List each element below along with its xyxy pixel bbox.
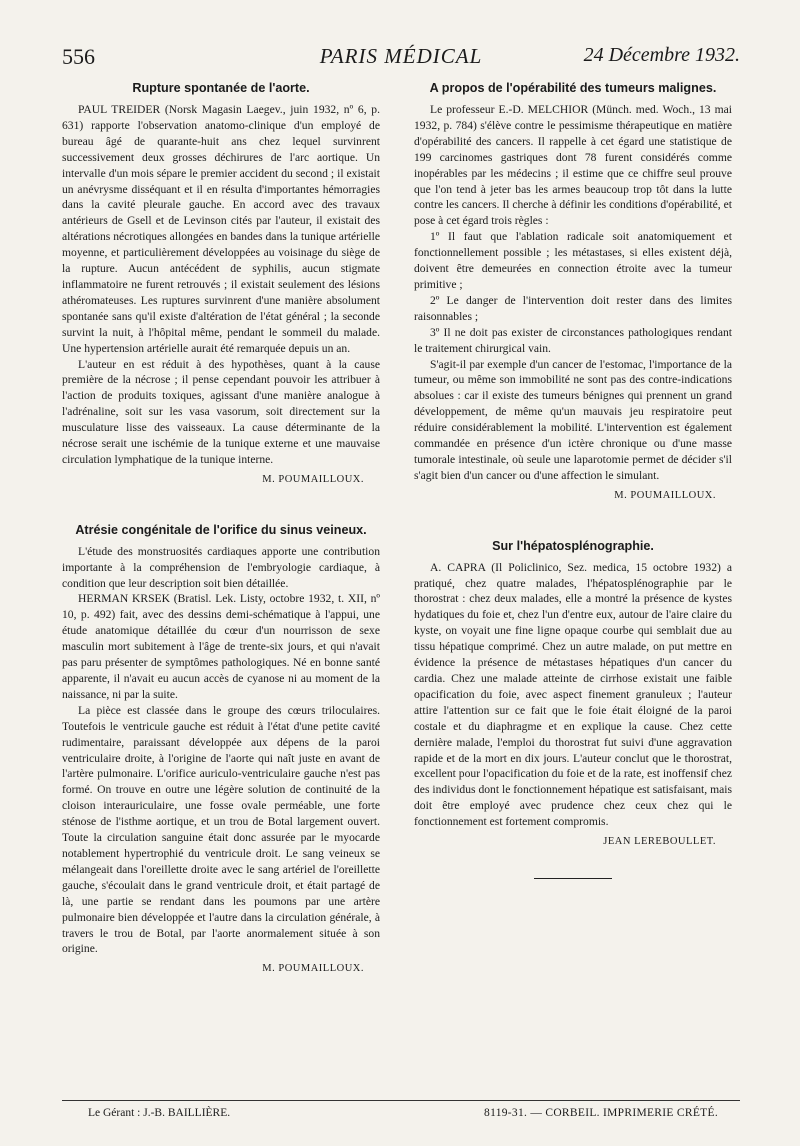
page-footer	[62, 1100, 740, 1119]
article-signature: M. POUMAILLOUX.	[262, 473, 364, 485]
article-paragraph: PAUL TREIDER (Norsk Magasin Laegev., juin 1932, nº 6, p. 631) rapporte l'observation anatomo-clinique d'un employé de bureau âgé de quarante-huit ans chez lequel survinrent successivement deux grosses déchirures de l'arc aortique. Un intervalle d'un mois sépare le premier accident du second ; il existait un anévrysme disséquant et il en résulta d'importantes hémorragies dans la cavité pleurale gauche. En accord avec des travaux antérieurs de Gsell et de Levinson cités par l'auteur, il existait des altérations nécrotiques allongées en bandes dans la tunique artérielle moyenne, et particulièrement développées au voisinage du siège de la rupture. Aucun antécédent de syphilis, aucun stigmate inflammatoire ne furent retrouvés ; il existait seulement des lésions athéromateuses. Les ruptures survinrent d'une manière absolument spontanée sans qu'il existe d'altération de l'état général ; la seconde survint la nuit, à l'hôpital même, pendant le sommeil du malade. Une hypertension artérielle aurait été remarquée depuis un an.	[62, 103, 380, 355]
left-column	[62, 76, 380, 977]
article-atresie	[62, 522, 380, 977]
article-paragraph: L'auteur en est réduit à des hypothèses, quant à la cause première de la nécrose ; il pense cependant pouvoir les attribuer à l'action de produits toxiques, agissant d'une manière analogue à l'adrénaline, soit sur les vasa vasorum, soit directement sur la musculature lisse des vaisseaux. La cause déterminante de la nécrose serait une ischémie de la tunique externe et une mauvaise circulation lymphatique de la tunique interne.	[62, 357, 380, 466]
article-signature: M. POUMAILLOUX.	[614, 489, 716, 501]
article-signature: JEAN LEREBOULLET.	[603, 836, 716, 848]
article-operabilite	[414, 80, 732, 504]
article-paragraph: Le professeur E.-D. MELCHIOR (Münch. med. Woch., 13 mai 1932, p. 784) s'élève contre le pessimisme thérapeutique en matière d'opérabilité des cancers. Il rappelle à cet égard une statistique de 199 carcinomes gastriques dont 78 furent considérés comme inopérables par les médecins ; il estime que ce chiffre seul prouve que l'on tend à jeter bas les armes beaucoup trop tôt dans la lutte contre les cancers. Il cherche à définir les conditions d'opérabilité, et pose à cet égard trois règles :	[414, 103, 732, 228]
article-hepato	[414, 538, 732, 850]
journal-title: PARIS MÉDICAL	[319, 44, 483, 68]
footer-gerant: Le Gérant : J.-B. BAILLIÈRE.	[88, 1107, 231, 1119]
article-title: Sur l'hépatosplénographie.	[492, 538, 654, 553]
rule-item: 2º Le danger de l'intervention doit rester dans des limites raisonnables ;	[414, 293, 732, 323]
article-title: Rupture spontanée de l'aorte.	[132, 81, 310, 95]
section-divider	[534, 878, 612, 879]
page-header	[62, 44, 740, 74]
issue-date: 24 Décembre 1932.	[583, 44, 740, 66]
article-rupture	[62, 80, 380, 488]
article-paragraph: L'étude des monstruosités cardiaques apporte une contribution importante à la compréhension de l'embryologie cardiaque, à condition que leur description soit bien détaillée.	[62, 544, 380, 590]
footer-imprimerie: 8119-31. — CORBEIL. IMPRIMERIE CRÉTÉ.	[484, 1107, 718, 1119]
article-paragraph: S'agit-il par exemple d'un cancer de l'estomac, l'importance de la tumeur, ou même son immobilité ne sont pas des contre-indications absolues : car il existe des tumeurs bénignes qui prennent un grand développement, de même qu'un mauvais jeu respiratoire peut réduire considérablement la mobilité. L'intervention est également commandée en présence d'un ictère chronique ou d'une masse tumorale intestinale, où seule une laparotomie permet de décider s'il s'agit bien d'un cancer ou d'une affection le simulant.	[414, 357, 732, 482]
article-paragraph: La pièce est classée dans le groupe des cœurs triloculaires. Toutefois le ventricule gauche est réduit à l'état d'une petite cavité rudimentaire, paraissant développée aux dépens de la paroi ventriculaire droite, à l'origine de l'aorte qui naît juste en avant de l'artère pulmonaire. L'orifice auriculo-ventriculaire gauche n'est pas formé. On trouve en outre une légère solution de continuité de la cloison interauriculaire, une fosse ovale perméable, une forte sténose de l'isthme aortique, et un trou de Botal largement ouvert. Toute la circulation sanguine était donc assurée par le myocarde notablement hypertrophié du ventricule droit. Le sang veineux se mélangeait dans l'oreillette droite avec le sang artériel de l'oreillette gauche, s'écoulait dans le grand ventricule droit, et était partagé de là, une partie se rendant dans les poumons par une artère pulmonaire bien développée et l'autre dans la circulation générale, à travers le trou de Botal, par l'aorte anormalement située à son origine.	[62, 703, 380, 956]
right-column	[414, 76, 732, 879]
article-title: Atrésie congénitale de l'orifice du sinus veineux.	[75, 522, 367, 537]
article-signature: M. POUMAILLOUX.	[262, 963, 364, 975]
rule-item: 1º Il faut que l'ablation radicale soit anatomiquement et fonctionnellement possible ; les métastases, si elles existent déjà, doivent être demeurées en connection étroite avec la tumeur primitive ;	[414, 230, 732, 291]
article-paragraph: A. CAPRA (Il Policlinico, Sez. medica, 15 octobre 1932) a pratiqué, chez quatre malades, l'hépatosplénographie par le thorostrat : chez deux malades, elle a montré la présence de kystes hydatiques du foie et, chez l'un d'entre eux, autour de l'aire claire du kyste, on voyait une fine ligne opaque courbe qui semblait due au tissu hépatique comprimé. Chez un autre malade, on put mettre en évidence la présence de métastases hépatiques d'un cancer du cardia. Chez une malade atteinte de cirrhose existait une faible opacification du foie, avec aspect finement granuleux ; l'auteur attire l'attention sur ce fait que le foie était éloigné de la paroi costale et du diaphragme et en explique la cause. Chez cette dernière malade, l'emploi du thorostrat fut suivi d'une aggravation rapide et de la mort en dix jours. L'auteur conclut que le thorostrat, excellent pour l'opacification du foie et de la rate, est inoffensif chez des individus dont le fonctionnement hépatique est satisfaisant, mais doit être employé avec prudence chez ceux chez qui le fonctionnement est fortement compromis.	[414, 560, 732, 829]
rule-item: 3º Il ne doit pas exister de circonstances pathologiques rendant le traitement chirurgical vain.	[414, 325, 732, 355]
article-paragraph: HERMAN KRSEK (Bratisl. Lek. Listy, octobre 1932, t. XII, nº 10, p. 492) fait, avec des dessins demi-schématique à l'appui, une étude anatomique détaillée du cœur d'un nourrisson de sexe masculin mort subitement à l'âge de trente-six jours, et qui n'avait pas paru présenter de symptômes pathologiques. Né en bonne santé apparente, il n'avait eu aucun accès de cyanose ni au moment de la naissance, ni par la suite.	[62, 592, 380, 701]
page-number: 556	[62, 44, 95, 69]
article-title: A propos de l'opérabilité des tumeurs malignes.	[429, 81, 717, 95]
